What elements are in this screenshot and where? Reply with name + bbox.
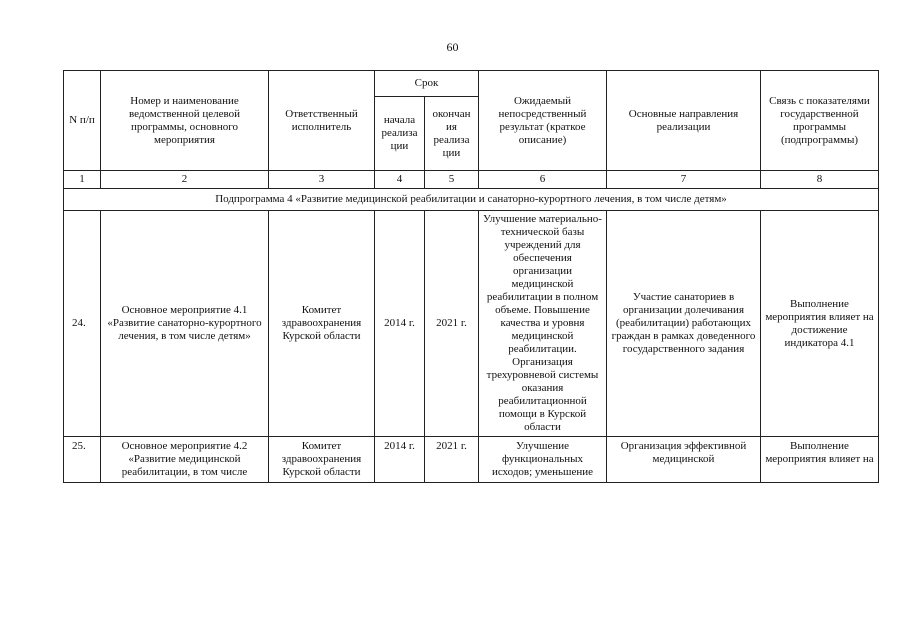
page-number: 60 bbox=[446, 40, 459, 54]
header-executor: Ответственный исполнитель bbox=[269, 71, 375, 171]
end-cell: 2021 г. bbox=[436, 439, 467, 452]
table-row bbox=[64, 437, 879, 483]
index-cell: 8 bbox=[761, 171, 879, 189]
header-term: Срок bbox=[375, 71, 479, 97]
program-table bbox=[63, 70, 879, 483]
result-cell: Улучшение материально-технической базы учреждений для обеспечения организации медицинской реабилитации в полном объеме. Повышение качества и уровня медицинской реабилитации. Организация трехуровневой системы оказания реабилитационной помощи в Курской области bbox=[479, 211, 607, 437]
executor-cell: Комитет здравоохранения Курской области bbox=[269, 211, 375, 437]
row-number: 24. bbox=[64, 211, 101, 437]
program-cell: Основное мероприятие 4.1 «Развитие санаторно-курортного лечения, в том числе детям» bbox=[101, 211, 269, 437]
directions-cell: Организация эффективной медицинской bbox=[620, 439, 747, 465]
index-cell: 7 bbox=[607, 171, 761, 189]
index-cell: 1 bbox=[64, 171, 101, 189]
header-directions: Основные направления реализации bbox=[607, 71, 761, 171]
start-cell: 2014 г. bbox=[375, 211, 425, 437]
program-cell: Основное мероприятие 4.2 «Развитие медицинской реабилитации, в том числе bbox=[121, 439, 248, 478]
row-number: 25. bbox=[72, 439, 86, 452]
subprogram-title: Подпрограмма 4 «Развитие медицинской реабилитации и санаторно-курортного лечения, в том числе детям» bbox=[64, 189, 879, 211]
end-cell: 2021 г. bbox=[425, 211, 479, 437]
link-cell: Выполнение мероприятия влияет на достижение индикатора 4.1 bbox=[761, 211, 879, 437]
header-link: Связь с показателями государственной программы (подпрограммы) bbox=[761, 71, 879, 171]
directions-cell: Участие санаториев в организации долечивания (реабилитации) работающих граждан в рамках доведенного государственного задания bbox=[607, 211, 761, 437]
executor-cell: Комитет здравоохранения Курской области bbox=[281, 439, 362, 478]
start-cell: 2014 г. bbox=[384, 439, 415, 452]
header-n: N п/п bbox=[64, 71, 101, 171]
header-term-start: начала реализа ции bbox=[375, 97, 425, 171]
header-program: Номер и наименование ведомственной целевой программы, основного мероприятия bbox=[101, 71, 269, 171]
index-cell: 2 bbox=[101, 171, 269, 189]
result-cell: Улучшение функциональных исходов; уменьшение bbox=[491, 439, 594, 478]
index-cell: 4 bbox=[375, 171, 425, 189]
link-cell: Выполнение мероприятия влияет на bbox=[765, 439, 874, 465]
header-result: Ожидаемый непосредственный результат (краткое описание) bbox=[479, 71, 607, 171]
header-term-end: окончан ия реализа ции bbox=[425, 97, 479, 171]
index-cell: 5 bbox=[425, 171, 479, 189]
table-row bbox=[64, 211, 879, 437]
index-cell: 6 bbox=[479, 171, 607, 189]
index-cell: 3 bbox=[269, 171, 375, 189]
